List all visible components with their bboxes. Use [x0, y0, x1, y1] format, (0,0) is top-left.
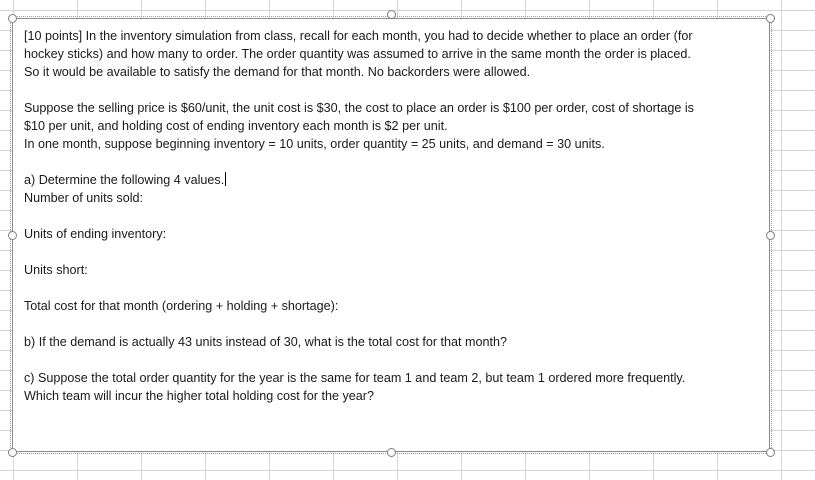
blank-line: [24, 207, 760, 225]
blank-line: [24, 351, 760, 369]
paragraph-assumptions: [24, 99, 760, 153]
text-line: hockey sticks) and how many to order. The order quantity was assumed to arrive in the same month the order is placed.: [24, 47, 691, 61]
text-line: Which team will incur the higher total holding cost for the year?: [24, 389, 374, 403]
text-line: In one month, suppose beginning inventory = 10 units, order quantity = 25 units, and demand = 30 units.: [24, 137, 605, 151]
blank-line: [24, 153, 760, 171]
paragraph-units-short: [24, 261, 760, 279]
paragraph-question-b: [24, 333, 760, 351]
paragraph-total-cost: [24, 297, 760, 315]
text-line: [10 points] In the inventory simulation from class, recall for each month, you had to decide whether to place an order (for: [24, 29, 693, 43]
text-line: Total cost for that month (ordering + holding + shortage):: [24, 299, 339, 313]
paragraph-question-c: [24, 369, 760, 405]
blank-line: [24, 279, 760, 297]
paragraph-question-a: [24, 171, 760, 207]
text-box-content[interactable]: [24, 27, 760, 405]
resize-handle-top-left-icon[interactable]: [8, 14, 17, 23]
text-line: c) Suppose the total order quantity for the year is the same for team 1 and team 2, but team 1 ordered more frequently.: [24, 371, 686, 385]
text-line: So it would be available to satisfy the demand for that month. No backorders were allowed.: [24, 65, 531, 79]
resize-handle-bottom-right-icon[interactable]: [766, 448, 775, 457]
resize-handle-middle-left-icon[interactable]: [8, 231, 17, 240]
rotation-handle-icon[interactable]: [387, 10, 396, 19]
blank-line: [24, 315, 760, 333]
text-line: Suppose the selling price is $60/unit, the unit cost is $30, the cost to place an order is $100 per order, cost of shortage is: [24, 101, 694, 115]
blank-line: [24, 243, 760, 261]
blank-line: [24, 81, 760, 99]
resize-handle-bottom-center-icon[interactable]: [387, 448, 396, 457]
text-box[interactable]: [12, 18, 770, 452]
resize-handle-top-right-icon[interactable]: [766, 14, 775, 23]
text-line-with-caret: [24, 171, 760, 189]
text-line: Units of ending inventory:: [24, 227, 167, 241]
resize-handle-bottom-left-icon[interactable]: [8, 448, 17, 457]
question-a-heading: a) Determine the following 4 values.: [24, 173, 225, 187]
text-line: Number of units sold:: [24, 191, 143, 205]
text-line: b) If the demand is actually 43 units instead of 30, what is the total cost for that month?: [24, 335, 508, 349]
paragraph-intro: [24, 27, 760, 81]
resize-handle-middle-right-icon[interactable]: [766, 231, 775, 240]
text-line: Units short:: [24, 263, 88, 277]
text-cursor: [225, 172, 226, 186]
paragraph-ending-inventory: [24, 225, 760, 243]
text-line: $10 per unit, and holding cost of ending inventory each month is $2 per unit.: [24, 119, 448, 133]
